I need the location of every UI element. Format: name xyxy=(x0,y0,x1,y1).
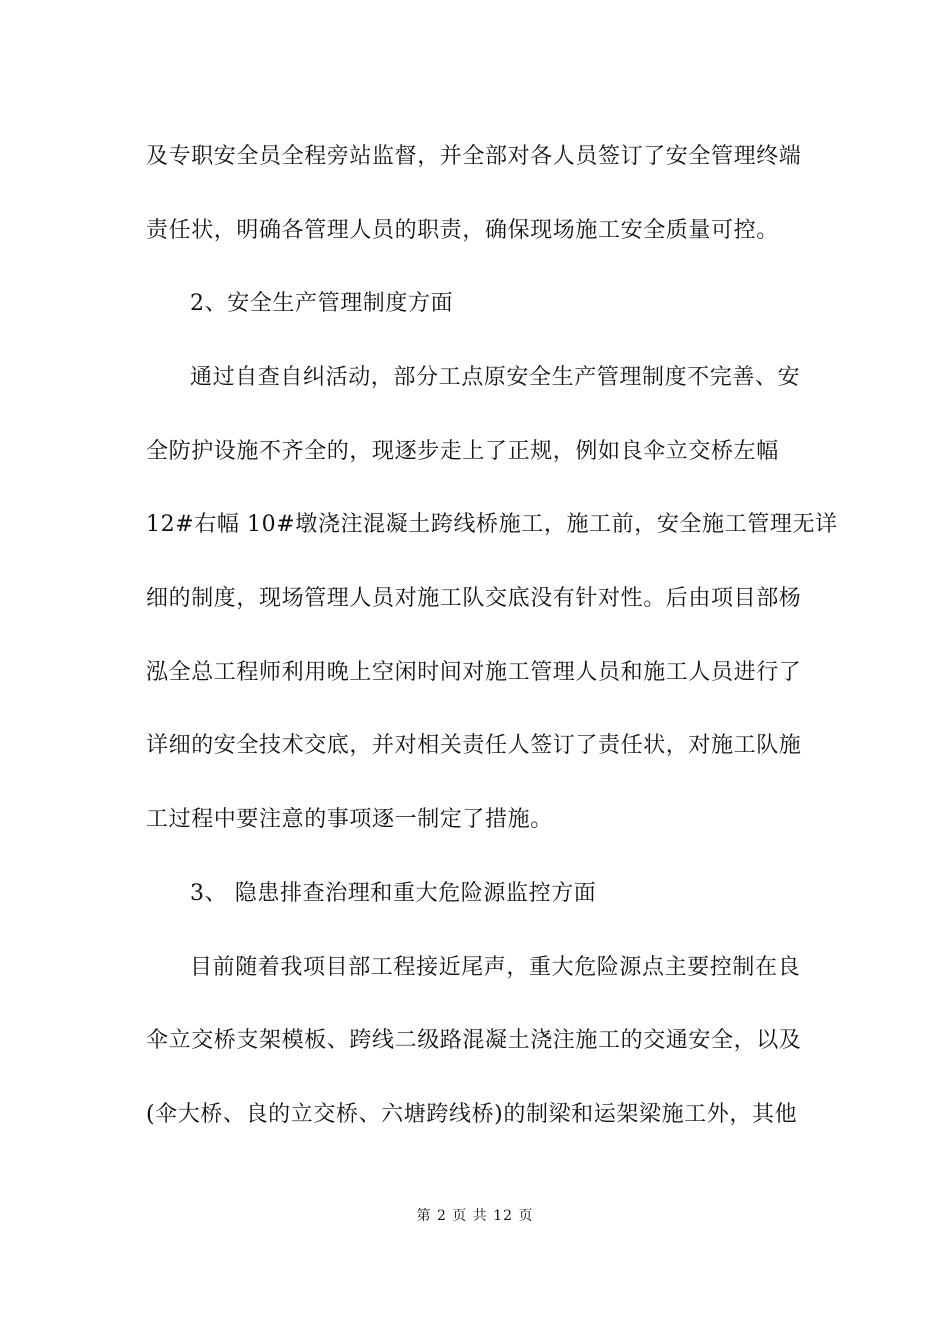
section-heading: 3、 隐患排查治理和重大危险源监控方面 xyxy=(190,881,597,906)
body-text-line: 目前随着我项目部工程接近尾声，重大危险源点主要控制在良 xyxy=(190,955,801,980)
body-text-line: 责任状，明确各管理人员的职责，确保现场施工安全质量可控。 xyxy=(146,218,779,243)
body-text-line: 详细的安全技术交底，并对相关责任人签订了责任状，对施工队施 xyxy=(146,733,802,758)
body-text-line: 工过程中要注意的事项逐一制定了措施。 xyxy=(146,807,553,832)
body-text-line: 通过自查自纠活动，部分工点原安全生产管理制度不完善、安 xyxy=(190,365,801,390)
body-text-line: 12#右幅 10#墩浇注混凝土跨线桥施工，施工前，安全施工管理无详 xyxy=(146,512,838,537)
body-text-line: 泓全总工程师利用晚上空闲时间对施工管理人员和施工人员进行了 xyxy=(146,660,802,685)
body-text-line: 及专职安全员全程旁站监督，并全部对各人员签订了安全管理终端 xyxy=(146,144,802,169)
page-number-footer: 第 2 页 共 12 页 xyxy=(416,1208,534,1224)
body-text-line: 全防护设施不齐全的，现逐步走上了正规，例如良伞立交桥左幅 xyxy=(146,439,779,464)
body-text-line: (伞大桥、良的立交桥、六塘跨线桥)的制梁和运架梁施工外，其他 xyxy=(146,1102,798,1127)
section-heading: 2、安全生产管理制度方面 xyxy=(190,291,454,316)
body-text-line: 细的制度，现场管理人员对施工队交底没有针对性。后由项目部杨 xyxy=(146,586,802,611)
body-text-line: 伞立交桥支架模板、跨线二级路混凝土浇注施工的交通安全，以及 xyxy=(146,1028,802,1053)
